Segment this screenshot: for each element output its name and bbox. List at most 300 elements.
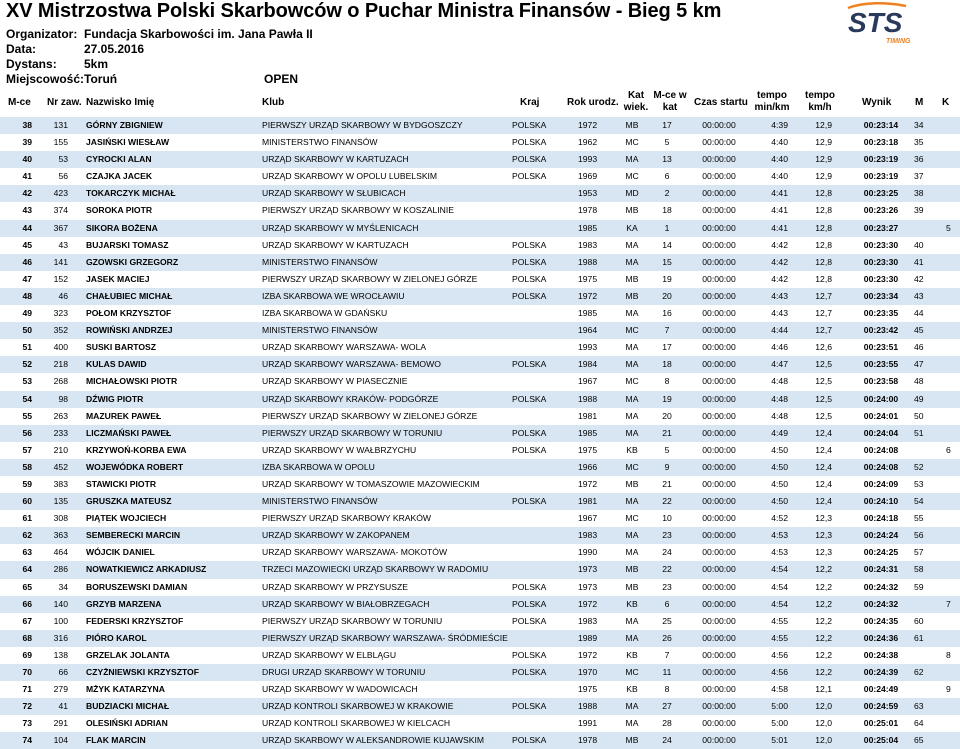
cell-place: 43 xyxy=(22,205,32,216)
cell-birth-year: 1972 xyxy=(578,120,598,130)
cell-age-category: MA xyxy=(625,547,639,558)
cell-club: PIERWSZY URZĄD SKARBOWY W KOSZALINIE xyxy=(262,205,454,216)
cell-name: GÓRNY ZBIGNIEW xyxy=(86,120,163,130)
cell-age-category: MB xyxy=(625,564,639,575)
col-header-category-place-line2: kat xyxy=(662,102,678,113)
cell-category-place: 8 xyxy=(664,684,670,695)
cell-age-category: MA xyxy=(625,427,639,438)
cell-result: 00:23:19 xyxy=(863,154,899,165)
cell-name: JASEK MACIEJ xyxy=(86,273,150,284)
cell-women-place: 9 xyxy=(946,684,951,695)
cell-name: PIĄTEK WOJCIECH xyxy=(86,513,167,524)
cell-women-place: 6 xyxy=(946,444,951,455)
cell-birth-year: 1973 xyxy=(578,581,598,592)
cell-name: KRZYWOŃ-KORBA EWA xyxy=(86,444,187,455)
cell-start-time: 00:00:00 xyxy=(702,684,736,695)
cell-place: 68 xyxy=(22,632,32,643)
cell-category-place: 18 xyxy=(662,205,672,216)
cell-country: POLSKA xyxy=(512,735,547,746)
cell-men-place: 59 xyxy=(914,581,924,592)
cell-country: POLSKA xyxy=(512,615,547,626)
cell-category-place: 7 xyxy=(664,325,670,336)
cell-pace-kmh: 12,3 xyxy=(815,530,832,541)
cell-birth-year: 1973 xyxy=(578,564,598,575)
cell-start-time: 00:00:00 xyxy=(702,290,736,301)
table-row xyxy=(0,356,960,373)
table-row xyxy=(0,459,960,476)
cell-result: 00:24:08 xyxy=(863,461,899,472)
cell-men-place: 34 xyxy=(914,120,924,130)
col-header-pace-kmh-line1: tempo xyxy=(805,90,835,101)
table-row xyxy=(0,220,960,237)
page-title: XV Mistrzostwa Polski Skarbowców o Puchar Ministra Finansów - Bieg 5 km xyxy=(6,0,722,22)
cell-place: 65 xyxy=(22,581,32,592)
cell-pace-kmh: 12,1 xyxy=(815,684,832,695)
cell-age-category: KB xyxy=(626,444,638,455)
meta-distance xyxy=(6,57,108,71)
meta-value: 5km xyxy=(84,57,109,71)
cell-men-place: 43 xyxy=(914,290,924,301)
cell-place: 53 xyxy=(22,376,32,387)
cell-result: 00:23:58 xyxy=(863,376,899,387)
cell-pace-kmh: 12,8 xyxy=(815,239,832,250)
cell-place: 44 xyxy=(22,222,32,233)
cell-men-place: 39 xyxy=(914,205,924,216)
cell-men-place: 53 xyxy=(914,478,924,489)
cell-pace-kmh: 12,2 xyxy=(815,564,832,575)
cell-bib: 367 xyxy=(53,222,68,233)
cell-result: 00:24:10 xyxy=(863,496,899,507)
cell-bib: 323 xyxy=(53,308,68,319)
cell-place: 38 xyxy=(22,120,32,130)
cell-pace-min: 4:44 xyxy=(771,325,788,336)
cell-pace-min: 4:48 xyxy=(771,376,788,387)
cell-country: POLSKA xyxy=(512,444,547,455)
cell-birth-year: 1972 xyxy=(578,598,598,609)
cell-men-place: 65 xyxy=(914,735,924,746)
cell-club: TRZECI MAZOWIECKI URZĄD SKARBOWY W RADOMIU xyxy=(262,564,489,575)
cell-pace-min: 4:55 xyxy=(771,615,788,626)
cell-birth-year: 1967 xyxy=(578,513,598,524)
cell-result: 00:24:09 xyxy=(863,478,899,489)
cell-bib: 46 xyxy=(58,290,68,301)
cell-result: 00:23:51 xyxy=(863,342,899,353)
cell-birth-year: 1985 xyxy=(578,222,598,233)
cell-start-time: 00:00:00 xyxy=(702,581,736,592)
cell-name: FEDERSKI KRZYSZTOF xyxy=(86,615,184,626)
table-row xyxy=(0,185,960,202)
cell-club: IZBA SKARBOWA W GDAŃSKU xyxy=(262,308,388,319)
cell-club: URZĄD SKARBOWY W PIASECZNIE xyxy=(262,376,408,387)
cell-pace-min: 4:48 xyxy=(771,393,788,404)
cell-category-place: 9 xyxy=(664,461,670,472)
cell-start-time: 00:00:00 xyxy=(702,461,736,472)
cell-age-category: MA xyxy=(625,239,639,250)
cell-birth-year: 1983 xyxy=(578,239,598,250)
cell-pace-min: 4:41 xyxy=(771,222,788,233)
cell-category-place: 20 xyxy=(662,410,672,421)
cell-name: MAZUREK PAWEŁ xyxy=(86,410,162,421)
cell-name: FLAK MARCIN xyxy=(86,735,146,746)
table-row xyxy=(0,151,960,168)
cell-place: 50 xyxy=(22,325,32,336)
cell-men-place: 38 xyxy=(914,188,924,199)
cell-men-place: 47 xyxy=(914,359,924,370)
cell-pace-min: 5:00 xyxy=(771,701,788,712)
cell-name: GRZELAK JOLANTA xyxy=(86,649,170,660)
cell-start-time: 00:00:00 xyxy=(702,701,736,712)
cell-birth-year: 1985 xyxy=(578,308,598,319)
cell-club: URZĄD SKARBOWY W SŁUBICACH xyxy=(262,188,406,199)
col-header-category-place xyxy=(646,90,694,114)
cell-pace-kmh: 12,5 xyxy=(815,359,832,370)
cell-club: PIERWSZY URZĄD SKARBOWY W BYDGOSZCZY xyxy=(262,120,463,130)
cell-birth-year: 1983 xyxy=(578,615,598,626)
cell-category-place: 27 xyxy=(662,701,672,712)
cell-pace-kmh: 12,9 xyxy=(815,171,832,182)
cell-bib: 352 xyxy=(53,325,68,336)
cell-pace-min: 5:01 xyxy=(771,735,788,746)
cell-age-category: KB xyxy=(626,649,638,660)
cell-place: 72 xyxy=(22,701,32,712)
cell-men-place: 37 xyxy=(914,171,924,182)
cell-men-place: 49 xyxy=(914,393,924,404)
cell-start-time: 00:00:00 xyxy=(702,188,736,199)
cell-result: 00:23:42 xyxy=(863,325,899,336)
cell-category-place: 7 xyxy=(664,649,670,660)
cell-pace-kmh: 12,4 xyxy=(815,461,832,472)
cell-bib: 56 xyxy=(58,171,68,182)
cell-age-category: MC xyxy=(625,513,639,524)
cell-bib: 210 xyxy=(53,444,68,455)
cell-bib: 104 xyxy=(53,735,68,746)
meta-label: Organizator: xyxy=(6,27,78,41)
cell-age-category: MC xyxy=(625,137,639,148)
col-header-result: Wynik xyxy=(862,97,892,108)
cell-start-time: 00:00:00 xyxy=(702,273,736,284)
cell-pace-kmh: 12,2 xyxy=(815,615,832,626)
cell-category-place: 22 xyxy=(662,496,672,507)
cell-name: NOWATKIEWICZ ARKADIUSZ xyxy=(86,564,207,575)
cell-club: URZĄD SKARBOWY W WADOWICACH xyxy=(262,684,418,695)
cell-pace-kmh: 12,5 xyxy=(815,410,832,421)
cell-place: 41 xyxy=(22,171,32,182)
cell-pace-min: 5:00 xyxy=(771,718,788,729)
cell-bib: 41 xyxy=(58,701,68,712)
col-header-pace-min xyxy=(750,90,794,114)
cell-men-place: 56 xyxy=(914,530,924,541)
cell-birth-year: 1978 xyxy=(578,735,598,746)
cell-place: 61 xyxy=(22,513,32,524)
cell-category-place: 21 xyxy=(662,478,672,489)
table-header xyxy=(0,88,960,118)
cell-birth-year: 1962 xyxy=(578,137,598,148)
cell-birth-year: 1981 xyxy=(578,410,598,421)
cell-start-time: 00:00:00 xyxy=(702,222,736,233)
cell-name: CZAJKA JACEK xyxy=(86,171,153,182)
cell-category-place: 23 xyxy=(662,581,672,592)
cell-club: MINISTERSTWO FINANSÓW xyxy=(262,496,378,507)
cell-start-time: 00:00:00 xyxy=(702,120,736,130)
cell-place: 73 xyxy=(22,718,32,729)
cell-men-place: 48 xyxy=(914,376,924,387)
cell-pace-kmh: 12,9 xyxy=(815,137,832,148)
cell-birth-year: 1970 xyxy=(578,667,598,677)
cell-place: 39 xyxy=(22,137,32,148)
col-header-pace-kmh-line2: km/h xyxy=(808,102,832,113)
cell-place: 74 xyxy=(22,735,32,746)
cell-result: 00:23:25 xyxy=(863,188,899,199)
cell-country: POLSKA xyxy=(512,273,547,284)
table-row xyxy=(0,117,960,134)
cell-name: CYROCKI ALAN xyxy=(86,154,152,165)
cell-place: 45 xyxy=(22,239,32,250)
cell-men-place: 62 xyxy=(914,667,924,677)
cell-place: 46 xyxy=(22,256,32,267)
cell-category-place: 5 xyxy=(664,444,670,455)
col-header-place: M-ce xyxy=(8,97,31,108)
cell-category-place: 16 xyxy=(662,308,672,319)
cell-country: POLSKA xyxy=(512,427,547,438)
cell-bib: 263 xyxy=(53,410,68,421)
cell-place: 70 xyxy=(22,667,32,677)
cell-age-category: MA xyxy=(625,256,639,267)
table-row xyxy=(0,237,960,254)
cell-start-time: 00:00:00 xyxy=(702,205,736,216)
cell-birth-year: 1988 xyxy=(578,701,598,712)
cell-pace-min: 4:43 xyxy=(771,290,788,301)
cell-pace-min: 4:42 xyxy=(771,256,788,267)
col-header-age-category-line1: Kat xyxy=(627,90,645,101)
cell-birth-year: 1985 xyxy=(578,427,598,438)
cell-birth-year: 1967 xyxy=(578,376,598,387)
cell-bib: 34 xyxy=(58,581,68,592)
meta-organizer xyxy=(6,27,313,41)
cell-bib: 138 xyxy=(53,649,68,660)
cell-result: 00:24:31 xyxy=(863,564,899,575)
cell-start-time: 00:00:00 xyxy=(702,359,736,370)
cell-pace-min: 4:54 xyxy=(771,598,788,609)
cell-result: 00:23:30 xyxy=(863,239,899,250)
cell-result: 00:23:27 xyxy=(863,222,899,233)
cell-result: 00:24:39 xyxy=(863,667,899,677)
cell-result: 00:24:04 xyxy=(863,427,899,438)
cell-birth-year: 1981 xyxy=(578,496,598,507)
sts-timing-logo xyxy=(846,2,946,46)
category-label: OPEN xyxy=(264,72,299,86)
cell-age-category: MB xyxy=(625,120,639,130)
cell-category-place: 25 xyxy=(662,615,672,626)
cell-pace-kmh: 12,4 xyxy=(815,444,832,455)
cell-bib: 383 xyxy=(53,478,68,489)
cell-pace-min: 4:52 xyxy=(771,513,788,524)
cell-name: BORUSZEWSKI DAMIAN xyxy=(86,581,188,592)
cell-birth-year: 1978 xyxy=(578,205,598,216)
cell-country: POLSKA xyxy=(512,290,547,301)
cell-bib: 374 xyxy=(53,205,68,216)
table-row xyxy=(0,408,960,425)
cell-pace-min: 4:50 xyxy=(771,496,788,507)
cell-birth-year: 1993 xyxy=(578,342,598,353)
cell-bib: 66 xyxy=(58,667,68,677)
cell-men-place: 36 xyxy=(914,154,924,165)
cell-bib: 141 xyxy=(53,256,68,267)
cell-category-place: 10 xyxy=(662,513,672,524)
cell-pace-kmh: 12,8 xyxy=(815,188,832,199)
cell-place: 55 xyxy=(22,410,32,421)
cell-pace-min: 4:53 xyxy=(771,530,788,541)
cell-start-time: 00:00:00 xyxy=(702,376,736,387)
cell-pace-min: 4:40 xyxy=(771,154,788,165)
cell-pace-min: 4:40 xyxy=(771,137,788,148)
logo-text: STS xyxy=(848,7,903,38)
cell-category-place: 15 xyxy=(662,256,672,267)
cell-club: URZĄD SKARBOWY WARSZAWA- BEMOWO xyxy=(262,359,441,370)
cell-pace-kmh: 12,4 xyxy=(815,478,832,489)
cell-birth-year: 1972 xyxy=(578,649,598,660)
cell-pace-min: 4:47 xyxy=(771,359,788,370)
cell-age-category: MA xyxy=(625,615,639,626)
cell-start-time: 00:00:00 xyxy=(702,427,736,438)
cell-place: 42 xyxy=(22,188,32,199)
cell-age-category: MC xyxy=(625,171,639,182)
cell-start-time: 00:00:00 xyxy=(702,513,736,524)
cell-pace-min: 4:55 xyxy=(771,632,788,643)
table-row xyxy=(0,476,960,493)
cell-result: 00:25:01 xyxy=(863,718,899,729)
cell-club: URZĄD KONTROLI SKARBOWEJ W KIELCACH xyxy=(262,718,451,729)
table-row xyxy=(0,305,960,322)
col-header-start-time: Czas startu xyxy=(694,97,748,108)
cell-name: SEMBERECKI MARCIN xyxy=(86,530,181,541)
cell-club: DRUGI URZĄD SKARBOWY W TORUNIU xyxy=(262,667,426,677)
cell-name: WÓJCIK DANIEL xyxy=(86,547,155,558)
cell-men-place: 63 xyxy=(914,701,924,712)
cell-age-category: KA xyxy=(626,222,638,233)
cell-pace-min: 4:49 xyxy=(771,427,788,438)
cell-bib: 286 xyxy=(53,564,68,575)
cell-age-category: MB xyxy=(625,735,639,746)
cell-result: 00:24:18 xyxy=(863,513,899,524)
cell-club: URZĄD SKARBOWY W BIAŁOBRZEGACH xyxy=(262,598,430,609)
cell-pace-kmh: 12,2 xyxy=(815,632,832,643)
cell-men-place: 50 xyxy=(914,410,924,421)
cell-bib: 308 xyxy=(53,513,68,524)
cell-birth-year: 1975 xyxy=(578,444,598,455)
table-row xyxy=(0,664,960,681)
cell-name: GRUSZKA MATEUSZ xyxy=(86,496,172,507)
cell-start-time: 00:00:00 xyxy=(702,718,736,729)
cell-category-place: 22 xyxy=(662,564,672,575)
cell-result: 00:24:24 xyxy=(863,530,899,541)
cell-age-category: MB xyxy=(625,478,639,489)
cell-result: 00:24:00 xyxy=(863,393,899,404)
cell-country: POLSKA xyxy=(512,598,547,609)
cell-pace-kmh: 12,3 xyxy=(815,513,832,524)
cell-place: 59 xyxy=(22,478,32,489)
cell-result: 00:24:25 xyxy=(863,547,899,558)
cell-start-time: 00:00:00 xyxy=(702,496,736,507)
table-row xyxy=(0,715,960,732)
cell-start-time: 00:00:00 xyxy=(702,154,736,165)
cell-bib: 53 xyxy=(58,154,68,165)
cell-pace-kmh: 12,7 xyxy=(815,308,832,319)
table-row xyxy=(0,288,960,305)
cell-start-time: 00:00:00 xyxy=(702,171,736,182)
cell-start-time: 00:00:00 xyxy=(702,530,736,541)
cell-place: 64 xyxy=(22,564,32,575)
cell-country: POLSKA xyxy=(512,239,547,250)
cell-pace-kmh: 12,2 xyxy=(815,598,832,609)
cell-name: WOJEWÓDKA ROBERT xyxy=(86,461,184,472)
cell-birth-year: 1991 xyxy=(578,718,598,729)
col-header-pace-min-line2: min/km xyxy=(754,102,790,113)
cell-name: PIÓRO KAROL xyxy=(86,632,147,643)
cell-men-place: 64 xyxy=(914,718,924,729)
cell-result: 00:23:19 xyxy=(863,171,899,182)
cell-birth-year: 1972 xyxy=(578,290,598,301)
cell-name: SOROKA PIOTR xyxy=(86,205,153,216)
cell-country: POLSKA xyxy=(512,154,547,165)
cell-bib: 268 xyxy=(53,376,68,387)
col-header-club: Klub xyxy=(262,97,285,108)
cell-pace-kmh: 12,7 xyxy=(815,325,832,336)
cell-category-place: 26 xyxy=(662,632,672,643)
cell-category-place: 5 xyxy=(664,137,670,148)
cell-start-time: 00:00:00 xyxy=(702,667,736,677)
meta-label: Miejscowość: xyxy=(6,72,85,86)
cell-category-place: 17 xyxy=(662,120,672,130)
cell-result: 00:23:30 xyxy=(863,256,899,267)
cell-club: URZĄD SKARBOWY W KARTUZACH xyxy=(262,154,409,165)
meta-label: Dystans: xyxy=(6,57,57,71)
cell-pace-kmh: 12,8 xyxy=(815,256,832,267)
cell-pace-min: 4:48 xyxy=(771,410,788,421)
cell-name: STAWICKI PIOTR xyxy=(86,478,157,489)
cell-age-category: KB xyxy=(626,684,638,695)
cell-country: POLSKA xyxy=(512,359,547,370)
cell-start-time: 00:00:00 xyxy=(702,735,736,746)
cell-pace-min: 4:50 xyxy=(771,478,788,489)
cell-category-place: 24 xyxy=(662,547,672,558)
cell-bib: 423 xyxy=(53,188,68,199)
cell-name: GZOWSKI GRZEGORZ xyxy=(86,256,179,267)
cell-club: URZĄD SKARBOWY KRAKÓW- PODGÓRZE xyxy=(262,393,439,404)
cell-men-place: 58 xyxy=(914,564,924,575)
cell-age-category: MC xyxy=(625,376,639,387)
cell-category-place: 24 xyxy=(662,735,672,746)
cell-birth-year: 1983 xyxy=(578,530,598,541)
cell-club: PIERWSZY URZĄD SKARBOWY W ZIELONEJ GÓRZE xyxy=(262,273,478,284)
col-header-country: Kraj xyxy=(520,97,540,108)
cell-name: CZYŻNIEWSKI KRZYSZTOF xyxy=(86,667,199,677)
cell-club: URZĄD SKARBOWY W ALEKSANDROWIE KUJAWSKIM xyxy=(262,735,485,746)
table-row xyxy=(0,254,960,271)
cell-category-place: 6 xyxy=(664,171,670,182)
cell-club: URZĄD SKARBOWY W PRZYSUSZE xyxy=(262,581,408,592)
cell-pace-kmh: 12,0 xyxy=(815,735,832,746)
cell-category-place: 13 xyxy=(662,154,672,165)
cell-birth-year: 1975 xyxy=(578,273,598,284)
cell-men-place: 54 xyxy=(914,496,924,507)
cell-pace-kmh: 12,2 xyxy=(815,649,832,660)
cell-start-time: 00:00:00 xyxy=(702,239,736,250)
cell-age-category: MA xyxy=(625,530,639,541)
col-header-bib: Nr zaw. xyxy=(47,97,82,108)
table-row xyxy=(0,442,960,459)
cell-result: 00:23:30 xyxy=(863,273,899,284)
cell-name: POŁOM KRZYSZTOF xyxy=(86,308,172,319)
